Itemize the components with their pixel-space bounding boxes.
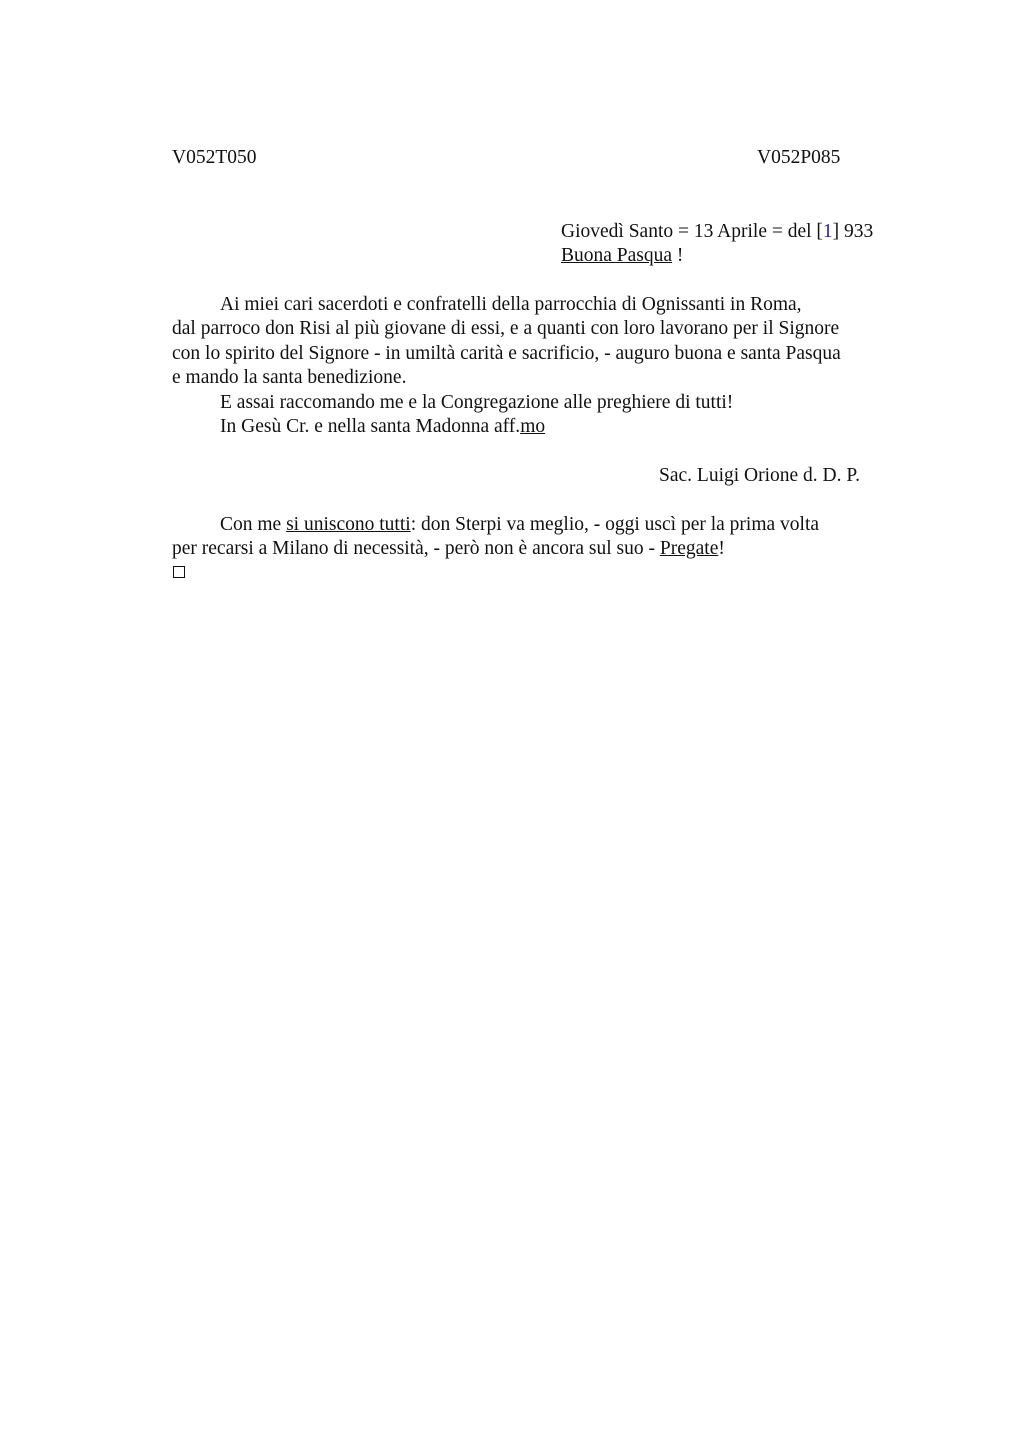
empty-box-icon (173, 566, 185, 578)
body-paragraph-1-line-4: e mando la santa benedizione. (172, 367, 407, 388)
greeting: Buona Pasqua (561, 245, 673, 266)
greeting-punctuation: ! (672, 245, 684, 266)
postscript-text-1a: Con me (220, 514, 287, 535)
left-document-code: V052T050 (172, 147, 257, 168)
postscript-text-2a: per recarsi a Milano di necessità, - però non è ancora sul suo - (172, 538, 660, 559)
dateline-text-end: ] 933 (832, 221, 874, 242)
body-paragraph-1-line-1: Ai miei cari sacerdoti e confratelli della parrocchia di Ognissanti in Roma, (220, 294, 802, 315)
body-paragraph-1-line-2: dal parroco don Risi al più giovane di essi, e a quanti con loro lavorano per il Signore (172, 318, 840, 339)
postscript-underlined-1: si uniscono tutti (286, 514, 411, 535)
footnote-reference[interactable]: 1 (822, 221, 833, 242)
postscript-line-1 (220, 513, 819, 537)
postscript-underlined-2: Pregate (659, 538, 719, 559)
postscript-line-2 (172, 537, 725, 561)
closing-line (220, 415, 545, 439)
postscript-text-2b: ! (718, 538, 725, 559)
dateline (561, 220, 873, 244)
closing-text: In Gesù Cr. e nella santa Madonna aff. (220, 416, 521, 437)
greeting-line (561, 244, 683, 268)
body-paragraph-1-line-3: con lo spirito del Signore - in umiltà carità e sacrificio, - auguro buona e santa Pasqua (172, 343, 841, 364)
body-paragraph-2: E assai raccomando me e la Congregazione alle preghiere di tutti! (220, 392, 734, 413)
postscript-text-1b: : don Sterpi va meglio, - oggi uscì per la prima volta (410, 514, 820, 535)
dateline-text-start: Giovedì Santo = 13 Aprile = del [ (561, 221, 823, 242)
closing-abbreviation: mo (520, 416, 546, 437)
right-document-code: V052P085 (757, 147, 841, 168)
signature: Sac. Luigi Orione d. D. P. (659, 465, 860, 486)
